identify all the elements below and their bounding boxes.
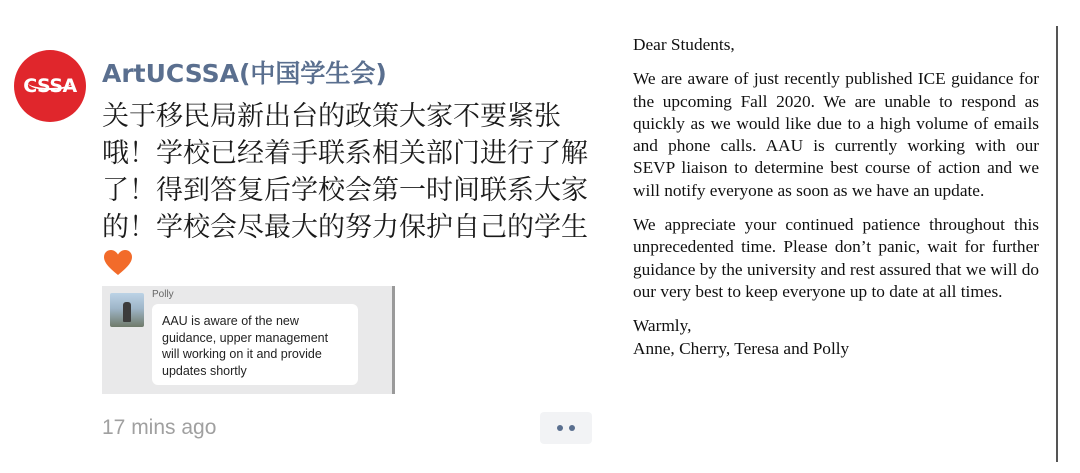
quoted-message-bubble: AAU is aware of the new guidance, upper management will working on it and provide updates shortly <box>152 304 358 385</box>
letter-signature: Anne, Cherry, Teresa and Polly <box>633 338 850 358</box>
orange-heart-icon <box>104 249 132 286</box>
two-dots-icon <box>569 425 575 431</box>
more-options-button[interactable] <box>540 412 592 444</box>
letter-salutation: Dear Students, <box>633 35 735 54</box>
letter <box>633 34 1039 360</box>
post-timestamp: 17 mins ago <box>102 416 217 439</box>
author-name[interactable]: ArtUCSSA(中国学生会) <box>102 59 387 88</box>
quoted-message-card[interactable] <box>102 286 395 394</box>
page-edge-divider <box>1056 26 1058 462</box>
letter-closing: Warmly, <box>633 316 692 336</box>
post-body-text: 关于移民局新出台的政策大家不要紧张哦！学校已经着手联系相关部门进行了解了！得到答复后学校会第一时间联系大家的！学校会尽最大的努力保护自己的学生 <box>102 101 588 243</box>
sender-avatar <box>110 293 144 327</box>
person-figure-icon <box>123 302 131 322</box>
two-dots-icon <box>557 425 563 431</box>
post-body <box>102 98 592 286</box>
letter-paragraph-1: We are aware of just recently published ICE guidance for the upcoming Fall 2020. We are unable to respond as quickly as we would like due to a high volume of emails and phone calls. AAU is currently working with our SEVP liaison to determine best course of action and we will notify everyone as soon as we have an update. <box>633 69 1039 200</box>
author-avatar[interactable] <box>14 50 86 122</box>
letter-paragraph-2: We appreciate your continued patience throughout this unprecedented time. Please don’t panic, wait for further guidance by the university and rest assured that we will do our very best to keep everyone up to date at all times. <box>633 215 1039 301</box>
quoted-sender-name: Polly <box>152 289 174 300</box>
avatar-logo-text: CSSA <box>23 75 77 97</box>
